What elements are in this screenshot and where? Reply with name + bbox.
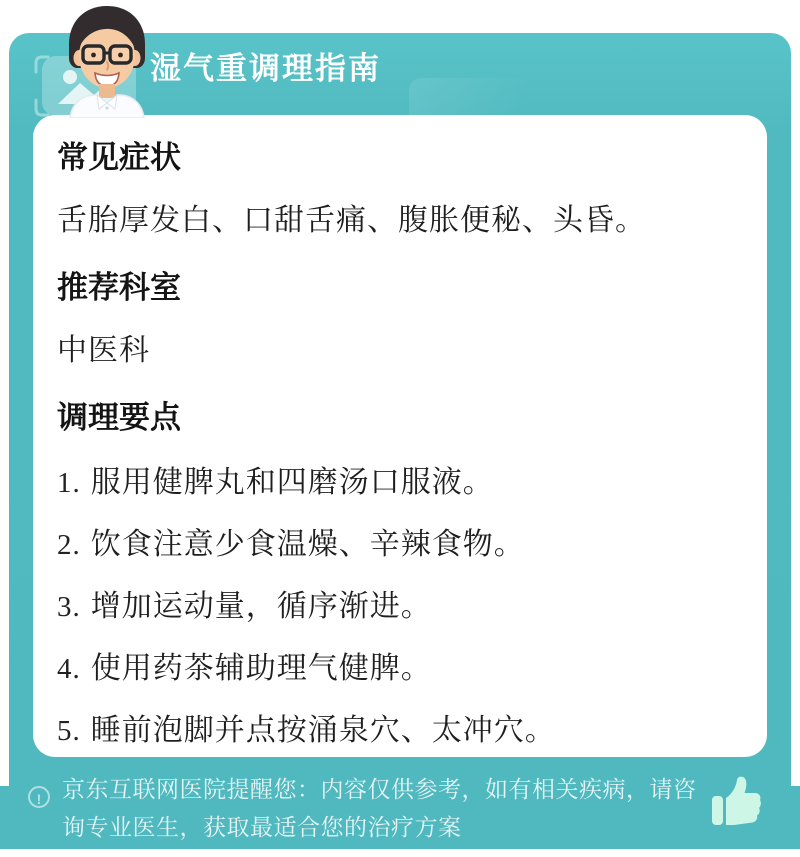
section-heading-department: 推荐科室: [57, 270, 181, 305]
list-item-text: 服用健脾丸和四磨汤口服液。: [90, 466, 494, 499]
list-item-text: 增加运动量，循序渐进。: [90, 590, 432, 623]
page-title: 湿气重调理指南: [150, 51, 381, 86]
list-item-number: 5.: [57, 715, 81, 747]
list-item-number: 3.: [57, 591, 81, 623]
list-item-number: 2.: [57, 529, 81, 561]
list-item-number: 1.: [57, 467, 81, 499]
list-item: [57, 526, 739, 564]
disclaimer-footer: [0, 765, 800, 857]
list-item-text: 睡前泡脚并点按涌泉穴、太冲穴。: [90, 714, 556, 747]
tips-list: [57, 464, 739, 750]
section-heading-symptoms: 常见症状: [57, 140, 181, 175]
section-body-symptoms: 舌胎厚发白、口甜舌痛、腹胀便秘、头昏。: [57, 204, 646, 237]
section-heading-tips: 调理要点: [57, 400, 181, 435]
info-circle-icon: [28, 786, 50, 808]
info-glyph: !: [36, 791, 42, 807]
list-item-text: 使用药茶辅助理气健脾。: [90, 652, 432, 685]
list-item: [57, 464, 739, 502]
section-body-department: 中医科: [57, 334, 150, 367]
content-card: [33, 115, 767, 757]
list-item: [57, 712, 739, 750]
thumbs-up-icon[interactable]: [708, 773, 764, 831]
doctor-avatar: [52, 2, 162, 118]
list-item: [57, 650, 739, 688]
disclaimer-text: 京东互联网医院提醒您：内容仅供参考，如有相关疾病，请咨询专业医生，获取最适合您的治疗方案: [62, 776, 697, 840]
list-item: [57, 588, 739, 626]
list-item-number: 4.: [57, 653, 81, 685]
list-item-text: 饮食注意少食温燥、辛辣食物。: [90, 528, 525, 561]
